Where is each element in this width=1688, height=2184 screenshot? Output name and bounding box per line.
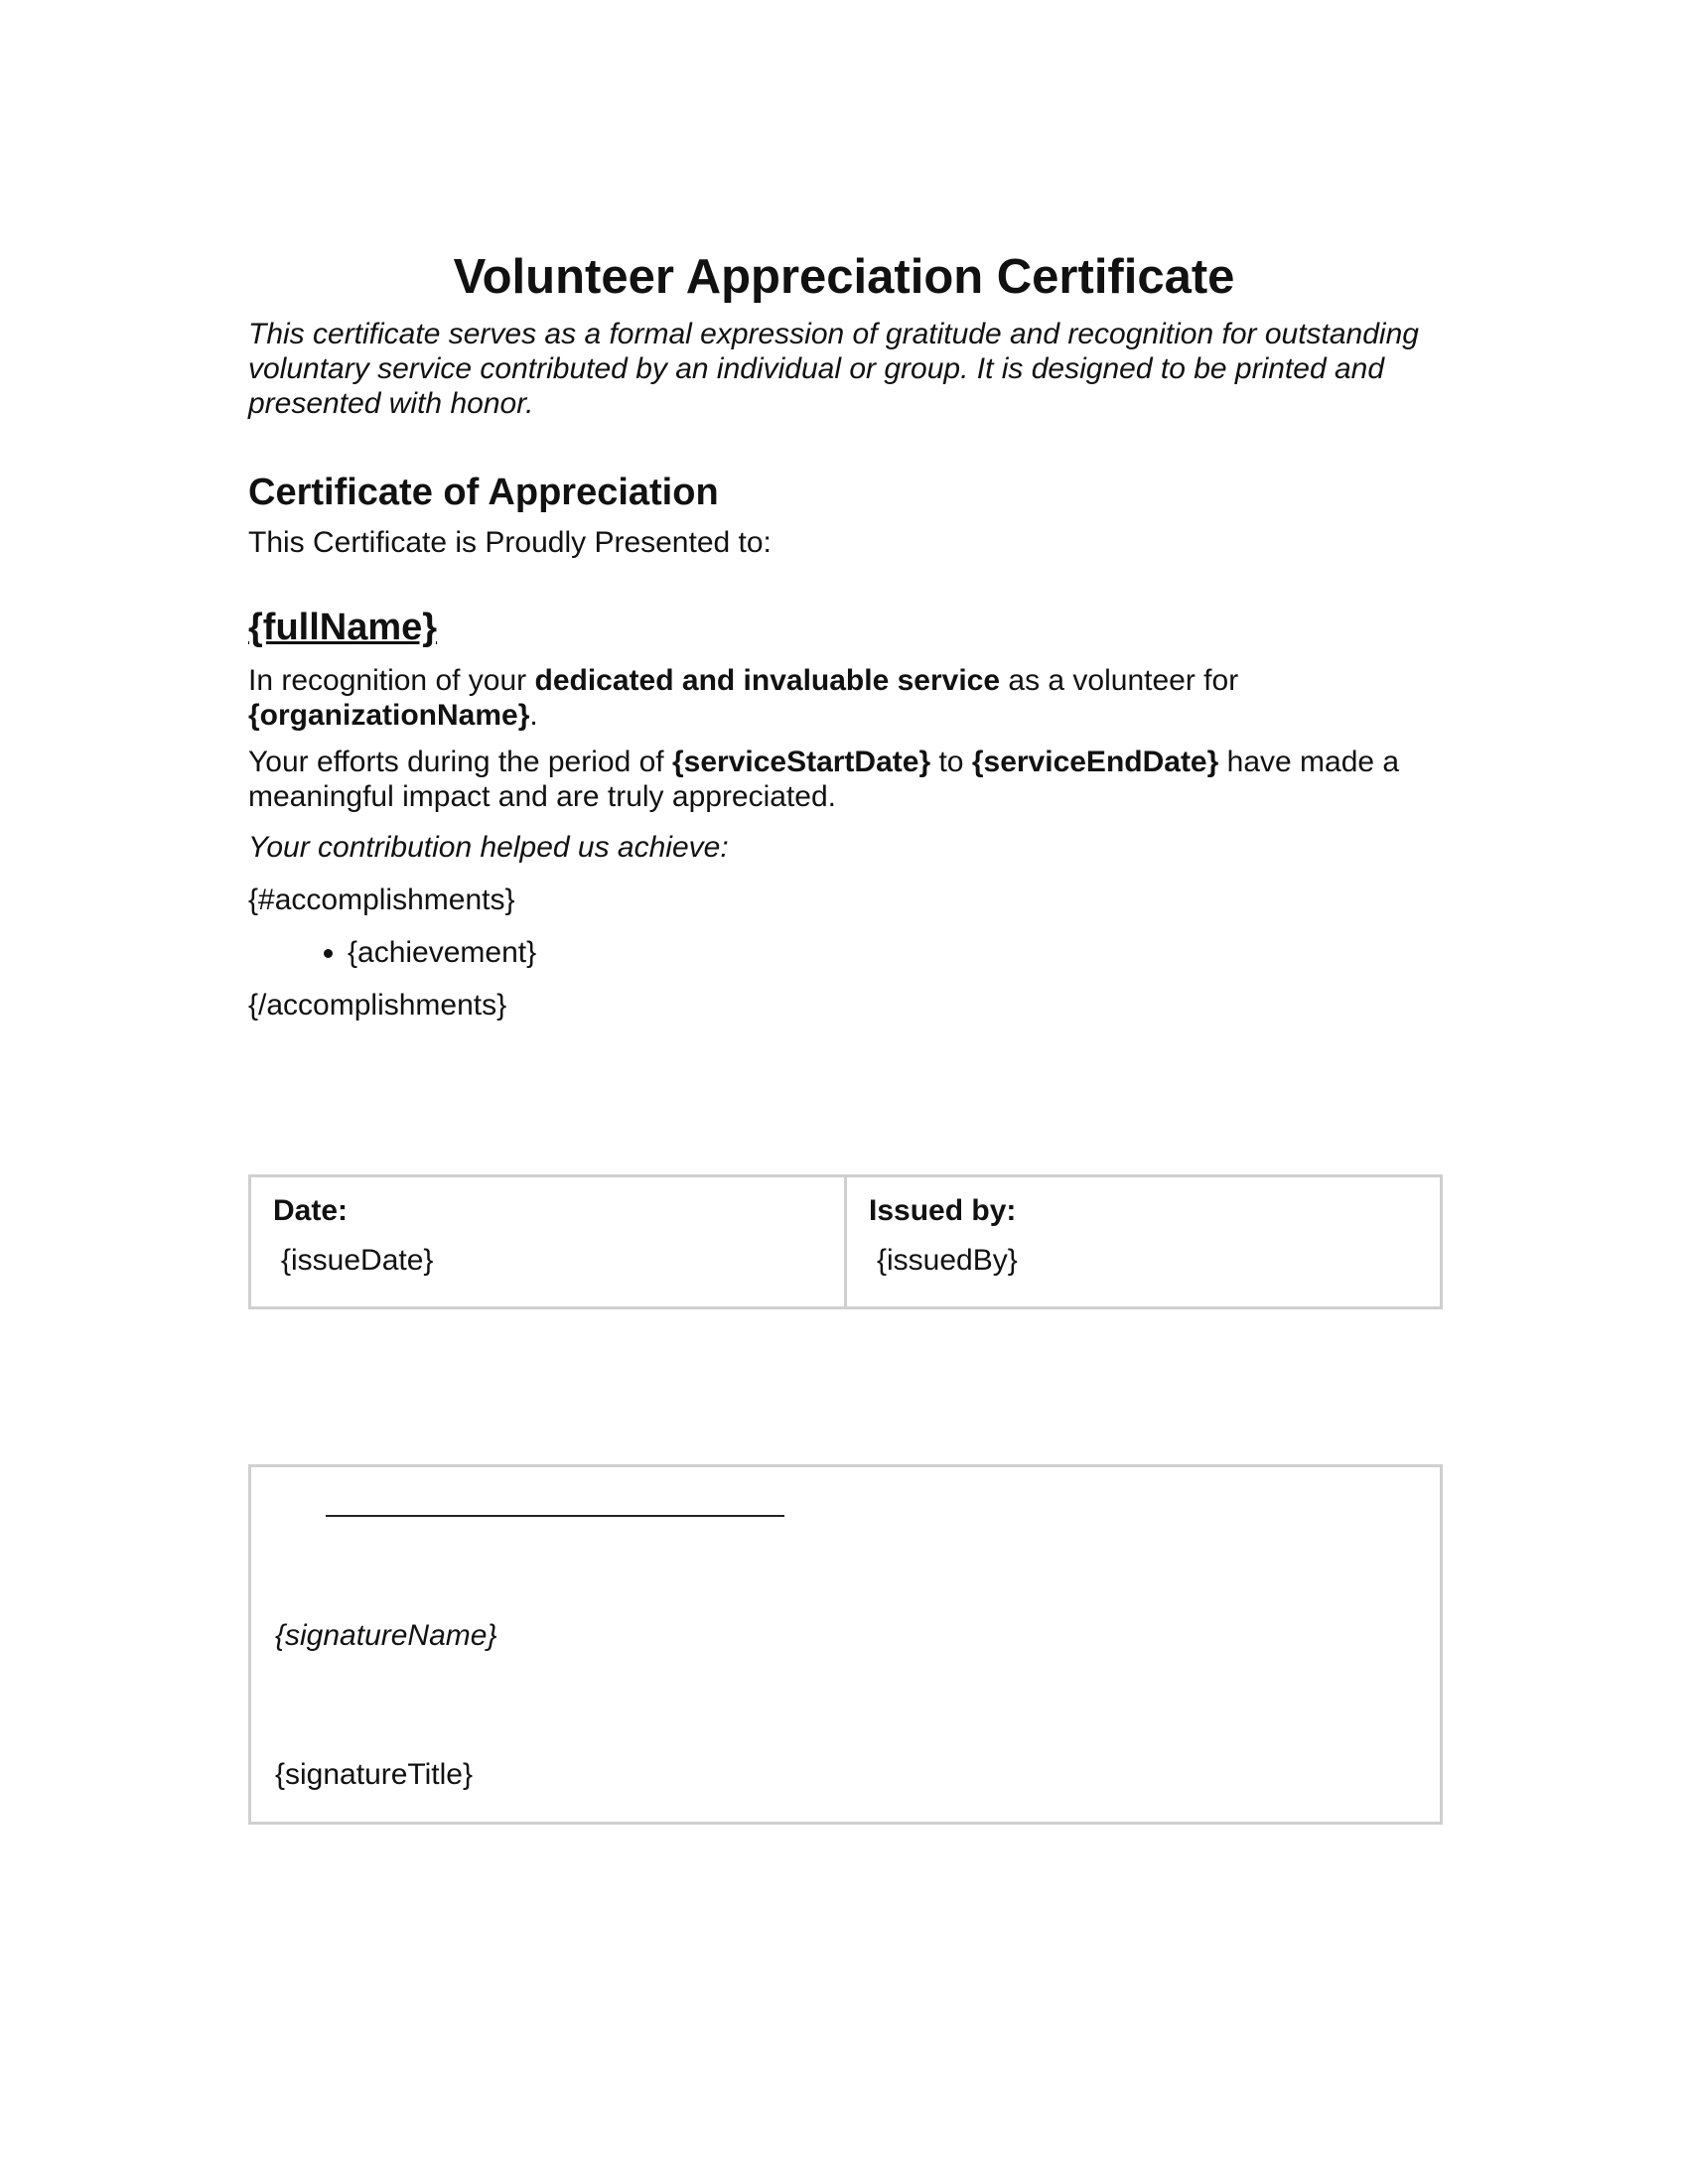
issue-info-table [248,1174,1443,1309]
date-cell [251,1177,844,1306]
intro-paragraph: This certificate serves as a formal expression of gratitude and recognition for outstanding voluntary service contributed by an individual or group. It is designed to be printed and presented with honor. [248,317,1419,420]
recognition-middle: as a volunteer for [1000,663,1239,697]
list-item: • {achievement} [348,935,1440,970]
period-middle: to [930,745,972,778]
recognition-prefix: In recognition of your [248,663,535,697]
issue-date-value: {issueDate} [281,1244,434,1277]
signature-name: {signatureName} [275,1619,497,1652]
organization-name: {organizationName} [248,698,530,732]
issued-by-label: Issued by: [869,1194,1017,1227]
document-title: Volunteer Appreciation Certificate [453,250,1235,304]
signature-title: {signatureTitle} [275,1758,474,1791]
date-label: Date: [273,1194,349,1227]
issued-by-cell [844,1177,1440,1306]
certificate-page [248,248,1440,1023]
signature-line [326,1515,784,1517]
service-start-date: {serviceStartDate} [671,745,931,778]
period-prefix: Your efforts during the period of [248,745,672,778]
issued-by-value: {issuedBy} [877,1244,1018,1277]
presented-to-line: This Certificate is Proudly Presented to: [248,526,772,560]
contribution-label: Your contribution helped us achieve: [248,830,729,864]
service-end-date: {serviceEndDate} [971,745,1219,778]
signature-box [248,1464,1443,1825]
accomplishments-list [248,935,1440,970]
recognition-paragraph [248,663,1440,733]
accomplishments-open-tag: {#accomplishments} [248,883,515,916]
certificate-heading: Certificate of Appreciation [248,471,719,513]
accomplishments-close-tag: {/accomplishments} [248,988,507,1022]
recipient-name: {fullName} [248,607,438,649]
service-period-paragraph [248,745,1440,814]
recognition-emphasis: dedicated and invaluable service [534,663,1001,697]
period-suffix: have made a meaningful impact and are truly appreciated. [248,745,1400,813]
recognition-suffix: . [529,698,538,732]
